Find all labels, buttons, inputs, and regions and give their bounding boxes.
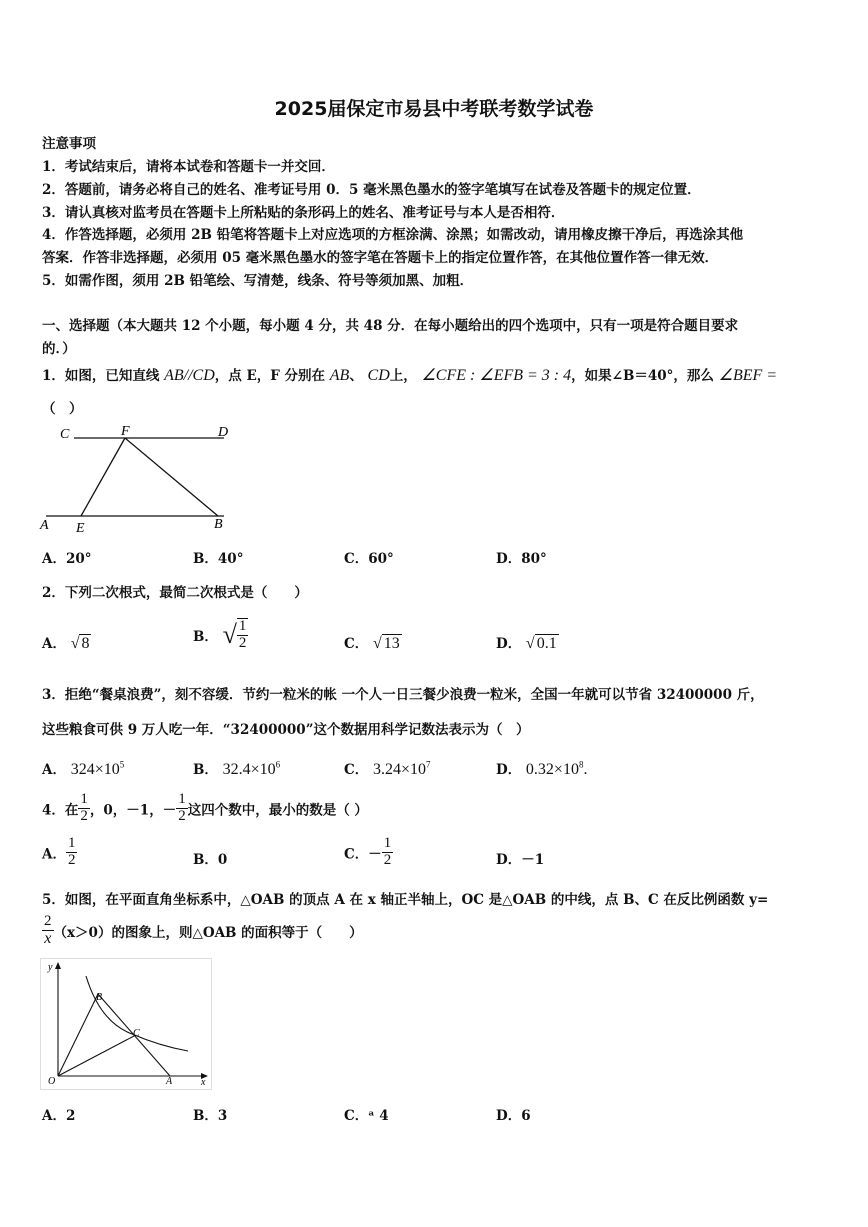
option-a[interactable]: A． $\frac{1}{2}$ (42, 835, 76, 868)
label-E: E (76, 521, 85, 536)
notice-item: 2．答题前，请务必将自己的姓名、准考证号用 0．5 毫米黑色墨水的签字笔填写在试卷及答题卡的规定位置． (42, 182, 701, 198)
label-C: C (60, 427, 70, 442)
question-4-text: 4．在 $\frac{1}{2}$ ，0，－1，－ $\frac{1}{2}$ 这四个数中，最小的数是（ ） (42, 791, 368, 824)
option-d[interactable]: D．－1 (496, 852, 545, 868)
sqrt-expression: √ 13 (372, 635, 400, 652)
option-a[interactable]: A． √ 8 (42, 635, 90, 652)
fraction: $\frac{1}{2}$ (383, 835, 392, 868)
question-3-text-cont: 这些粮食可供 9 万人吃一年．“32400000”这个数据用科学记数法表示为（ ） (42, 722, 530, 738)
label-O: O (48, 1076, 56, 1087)
label-F: F (121, 424, 130, 439)
section-heading-cont: 的．） (42, 341, 76, 357)
option-a[interactable]: A．2 (42, 1108, 76, 1124)
axis-label-y: y (48, 962, 53, 973)
question-3-text: 3．拒绝“餐桌浪费”，刻不容缓．节约一粒米的帐 一个人一日三餐少浪费一粒米，全国一年就可以节省 32400000 斤， (42, 687, 764, 703)
label-B: B (214, 517, 223, 532)
answer-blank: （ ） (42, 401, 83, 417)
option-c[interactable]: C． $3.24\times 10^7$ (344, 759, 431, 778)
option-d[interactable]: D．6 (496, 1108, 531, 1124)
figure-parallel-lines (38, 420, 238, 538)
fraction: $\frac{2}{x}$ (44, 913, 52, 947)
question-1-text: 1．如图，已知直线 AB//CD，点 E，F 分别在 AB、 CD上， ∠CFE : ∠EFB = 3 : 4，如果∠B＝40°，那么 ∠BEF = (42, 367, 778, 384)
option-d[interactable]: D． √ 0.1 (496, 635, 557, 652)
label-C: C (133, 1028, 140, 1039)
option-c[interactable]: C． √ 13 (344, 635, 400, 652)
question-5-text: 5．如图，在平面直角坐标系中，△OAB 的顶点 A 在 x 轴正半轴上，OC 是△OAB 的中线，点 B、C 在反比例函数 y= (42, 892, 769, 908)
axis-label-x: x (201, 1077, 206, 1088)
option-d[interactable]: D．80° (496, 551, 547, 567)
label-D: D (218, 425, 229, 440)
notice-item: 5．如需作图，须用 2B 铅笔绘、写清楚，线条、符号等须加黑、加粗． (42, 273, 474, 289)
sqrt-expression: √ (222, 619, 237, 649)
option-b[interactable]: B． $32.4\times 10^6$ (193, 759, 281, 778)
option-b[interactable]: B．0 (193, 852, 228, 868)
option-c[interactable]: C．60° (344, 551, 394, 567)
fraction: $\frac{1}{2}$ (238, 618, 247, 651)
notice-item: 4．作答选择题，必须用 2B 铅笔将答题卡上对应选项的方框涂满、涂黑；如需改动，请用橡皮擦干净后，再选涂其他 (42, 227, 744, 243)
question-2-text: 2．下列二次根式，最简二次根式是（ ） (42, 585, 308, 601)
label-B: B (96, 992, 103, 1003)
notice-item: 答案．作答非选择题，必须用 05 毫米黑色墨水的签字笔在答题卡上的指定位置作答，在其他位置作答一律无效． (42, 250, 719, 266)
fraction: $\frac{1}{2}$ (178, 791, 186, 824)
page-title: 2025届保定市易县中考联考数学试卷 (274, 98, 594, 120)
question-number: 1． (42, 368, 65, 384)
notice-heading: 注意事项 (42, 136, 96, 152)
figure-coordinate-plane (40, 958, 212, 1090)
option-c[interactable]: C．ᵃ 4 (344, 1108, 389, 1124)
option-d[interactable]: D． $0.32\times 10^8$. (496, 759, 588, 778)
notice-item: 3．请认真核对监考员在答题卡上所粘贴的条形码上的姓名、准考证号与本人是否相符． (42, 205, 565, 221)
option-b[interactable]: B． √ $\frac{1}{2}$ (193, 618, 247, 651)
option-b[interactable]: B．3 (193, 1108, 228, 1124)
notice-item: 1．考试结束后，请将本试卷和答题卡一并交回． (42, 159, 335, 175)
sqrt-expression: √ 0.1 (525, 635, 557, 652)
label-A: A (40, 518, 49, 533)
fraction: $\frac{1}{2}$ (80, 791, 88, 824)
section-heading: 一、选择题（本大题共 12 个小题，每小题 4 分，共 48 分．在每小题给出的四个选项中，只有一项是符合题目要求 (42, 318, 739, 334)
label-A: A (166, 1076, 173, 1087)
question-5-text-cont: $\frac{2}{x}$ （x＞0）的图象上，则△OAB 的面积等于（ ） (44, 913, 363, 947)
option-a[interactable]: A． $324\times 10^5$ (42, 759, 125, 778)
option-b[interactable]: B．40° (193, 551, 244, 567)
fraction: $\frac{1}{2}$ (67, 835, 76, 868)
sqrt-expression: √ 8 (70, 635, 90, 652)
option-a[interactable]: A．20° (42, 551, 92, 567)
option-c[interactable]: C．－ $\frac{1}{2}$ (344, 835, 392, 868)
